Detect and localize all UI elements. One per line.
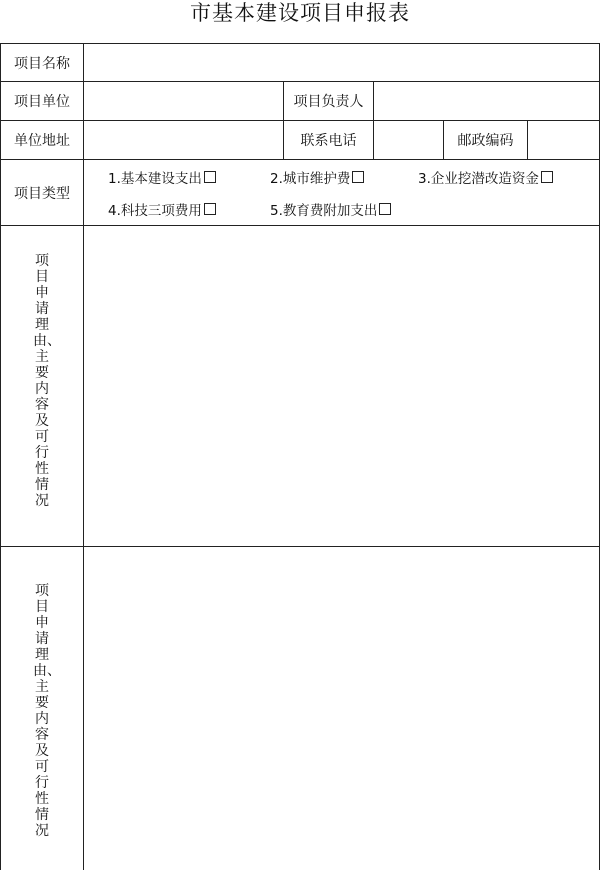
option-label: 4.科技三项费用	[108, 203, 202, 219]
checkbox-icon[interactable]	[541, 171, 553, 183]
project-type-option-1[interactable]	[108, 167, 216, 187]
unit-address-label: 单位地址	[14, 133, 70, 149]
option-label: 5.教育费附加支出	[270, 203, 378, 219]
postcode-label: 邮政编码	[457, 133, 514, 149]
project-type-option-3[interactable]	[418, 167, 553, 187]
section-1-vertical-label: 项目申请理由、主要内容及可行性情况	[33, 253, 61, 509]
project-leader-label: 项目负责人	[293, 94, 364, 110]
postcode-field[interactable]	[528, 121, 599, 159]
form-title: 市基本建设项目申报表	[190, 1, 410, 25]
checkbox-icon[interactable]	[352, 171, 364, 183]
contact-phone-field[interactable]	[374, 121, 443, 159]
section-2-content-area[interactable]	[84, 547, 599, 870]
project-unit-field[interactable]	[84, 82, 283, 120]
project-type-option-5[interactable]	[270, 199, 391, 219]
checkbox-icon[interactable]	[204, 171, 216, 183]
checkbox-icon[interactable]	[204, 203, 216, 215]
option-label: 2.城市维护费	[270, 171, 351, 187]
project-type-label: 项目类型	[14, 185, 70, 202]
row-divider	[0, 159, 600, 160]
option-label: 1.基本建设支出	[108, 171, 202, 187]
checkbox-icon[interactable]	[379, 203, 391, 215]
project-unit-label: 项目单位	[14, 94, 70, 110]
project-type-option-4[interactable]	[108, 199, 216, 219]
contact-phone-label: 联系电话	[300, 133, 357, 149]
application-form-table	[0, 43, 600, 870]
section-2-vertical-label: 项目申请理由、主要内容及可行性情况	[33, 583, 61, 839]
project-type-option-2[interactable]	[270, 167, 364, 187]
project-name-label: 项目名称	[14, 55, 70, 72]
section-1-content-area[interactable]	[84, 226, 599, 546]
project-name-field[interactable]	[84, 44, 599, 81]
option-label: 3.企业挖潜改造资金	[418, 171, 539, 187]
unit-address-field[interactable]	[84, 121, 283, 159]
project-leader-field[interactable]	[374, 82, 599, 120]
